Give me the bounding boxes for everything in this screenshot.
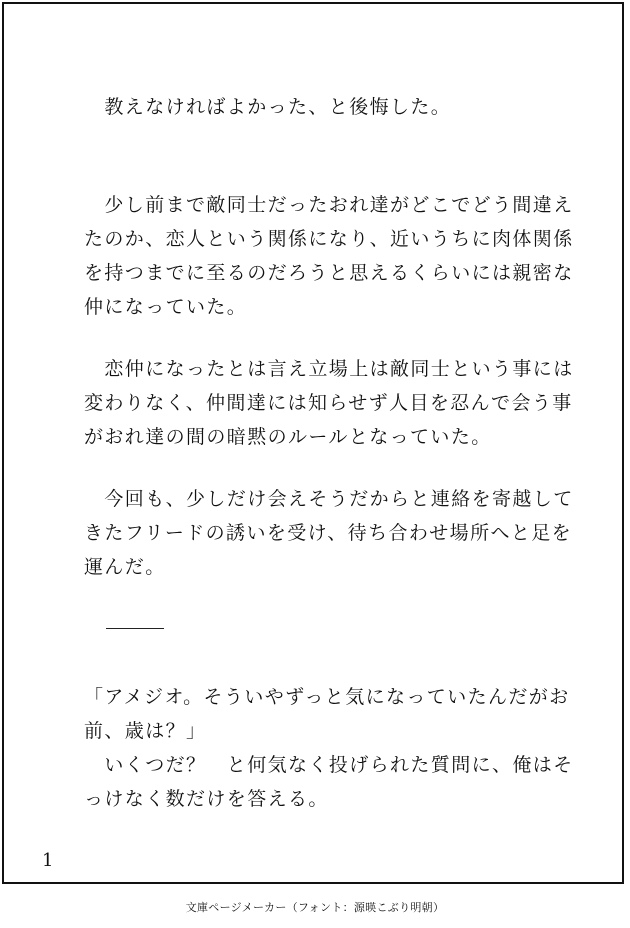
footer-credit: 文庫ページメーカー（フォント：源暎こぶり明朝） [185,901,445,914]
text-line: を持つまでに至るのだろうと思えるくらいには親密な [84,262,574,284]
text-line: 変わりなく、仲間達には知らせず人目を忍んで会う事 [84,392,573,414]
text-line: 運んだ。 [84,556,166,578]
text-line: 仲になっていた。 [84,296,248,318]
scene-divider [106,628,164,629]
text-line: 「アメジオ。そういやずっと気になっていたんだがお [84,686,570,708]
text-line: っけなく数だけを答える。 [84,788,329,810]
text-line: いくつだ？ と何気なく投げられた質問に、俺はそ [84,754,574,776]
text-line: きたフリードの誘いを受け、待ち合わせ場所へと足を [84,522,573,544]
text-line: 前、歳は？」 [84,720,207,742]
text-line: たのか、恋人という関係になり、近いうちに肉体関係 [84,228,574,250]
text-line: 恋仲になったとは言え立場上は敵同士という事には [84,358,574,380]
book-page [2,2,624,884]
text-line: がおれ達の間の暗黙のルールとなっていた。 [84,426,492,448]
text-line: 少し前まで敵同士だったおれ達がどこでどう間違え [84,194,574,216]
page-number: 1 [42,850,54,871]
text-line: 教えなければよかった、と後悔した。 [84,96,452,118]
text-line: 今回も、少しだけ会えそうだからと連絡を寄越して [84,488,574,510]
